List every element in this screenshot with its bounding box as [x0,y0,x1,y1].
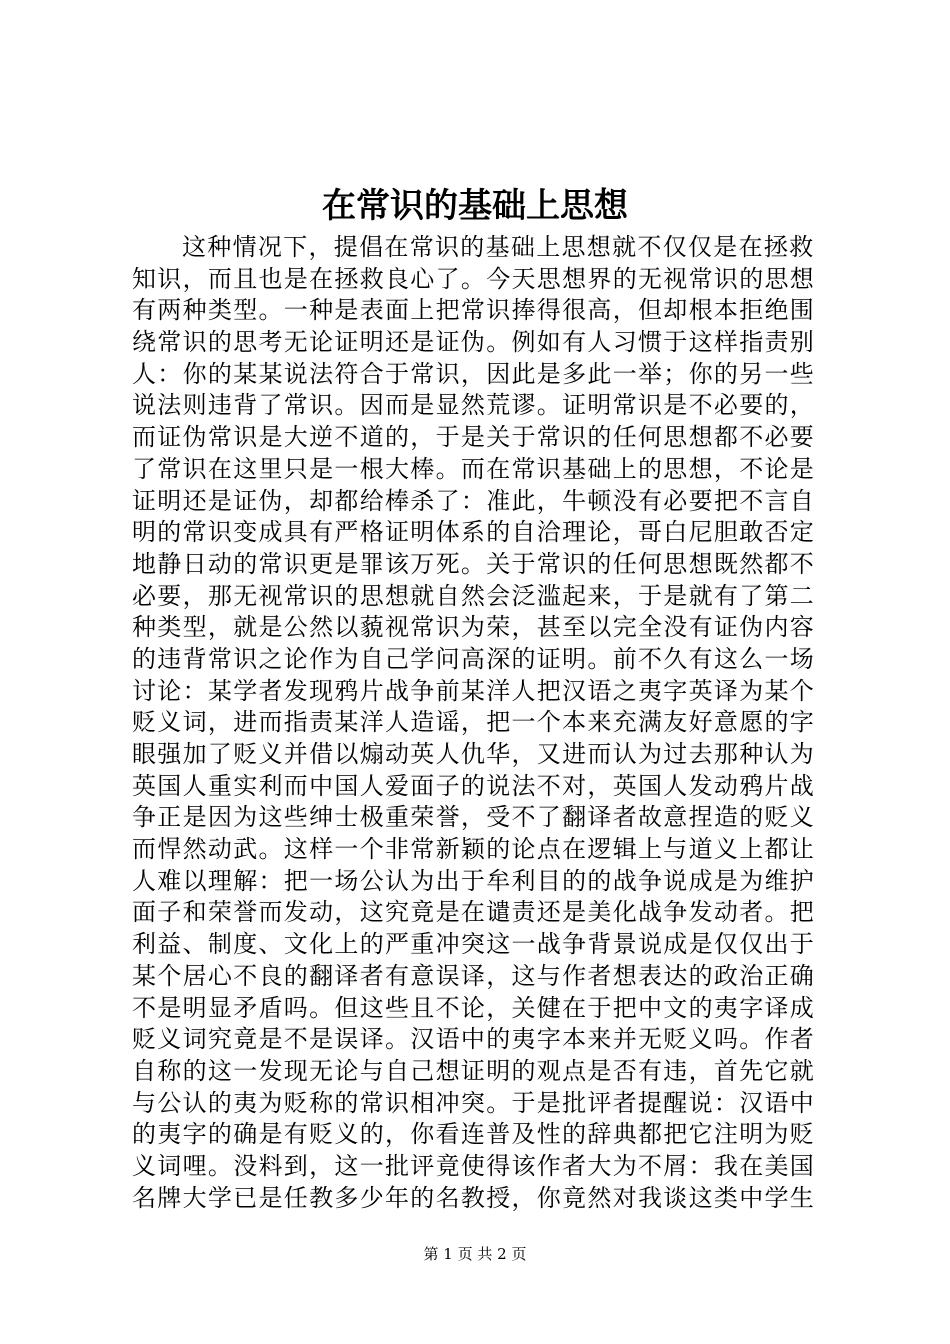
body-line: 明的常识变成具有严格证明体系的自洽理论，哥白尼胆敢否定 [132,518,816,547]
page-number-footer: 第 1 页 共 2 页 [423,1245,527,1263]
body-line: 有两种类型。一种是表面上把常识捧得很高，但却根本拒绝围 [132,296,816,325]
body-line: 利益、制度、文化上的严重冲突这一战争背景说成是仅仅出于 [132,930,816,959]
body-line: 贬义词究竟是不是误译。汉语中的夷字本来并无贬义吗。作者 [132,1025,816,1054]
body-line: 的违背常识之论作为自己学问高深的证明。前不久有这么一场 [132,644,816,673]
body-line: 知识，而且也是在拯救良心了。今天思想界的无视常识的思想 [132,264,816,293]
body-line: 人难以理解：把一场公认为出于牟利目的的战争说成是为维护 [132,866,816,895]
body-line: 名牌大学已是任教多少年的名教授，你竟然对我谈这类中学生 [132,1183,816,1212]
body-line: 而悍然动武。这样一个非常新颖的论点在逻辑上与道义上都让 [132,835,816,864]
body-line: 而证伪常识是大逆不道的，于是关于常识的任何思想都不必要 [132,423,816,452]
document-title: 在常识的基础上思想 [322,186,628,226]
document-body [132,232,832,1214]
body-line: 自称的这一发现无论与自己想证明的观点是否有违，首先它就 [132,1056,816,1085]
body-line: 与公认的夷为贬称的常识相冲突。于是批评者提醒说：汉语中 [132,1088,816,1117]
body-line: 必要，那无视常识的思想就自然会泛滥起来，于是就有了第二 [132,581,816,610]
body-line: 证明还是证伪，却都给棒杀了：准此，牛顿没有必要把不言自 [132,486,816,515]
body-line: 面子和荣誉而发动，这究竟是在谴责还是美化战争发动者。把 [132,898,816,927]
body-line: 贬义词，进而指责某洋人造谣，把一个本来充满友好意愿的字 [132,708,816,737]
body-line: 说法则违背了常识。因而是显然荒谬。证明常识是不必要的， [132,391,816,420]
body-line: 了常识在这里只是一根大棒。而在常识基础上的思想，不论是 [132,454,816,483]
body-line: 的夷字的确是有贬义的，你看连普及性的辞典都把它注明为贬 [132,1120,816,1149]
body-line: 不是明显矛盾吗。但这些且不论，关健在于把中文的夷字译成 [132,993,816,1022]
body-line: 某个居心不良的翻译者有意误译，这与作者想表达的政治正确 [132,961,816,990]
body-line: 义词哩。没料到，这一批评竟使得该作者大为不屑：我在美国 [132,1151,816,1180]
body-line: 绕常识的思考无论证明还是证伪。例如有人习惯于这样指责别 [132,328,816,357]
body-line: 人：你的某某说法符合于常识，因此是多此一举；你的另一些 [132,359,816,388]
body-line: 争正是因为这些绅士极重荣誉，受不了翻译者故意捏造的贬义 [132,803,816,832]
body-line: 种类型，就是公然以藐视常识为荣，甚至以完全没有证伪内容 [132,613,816,642]
body-line: 英国人重实利而中国人爱面子的说法不对，英国人发动鸦片战 [132,771,816,800]
body-line: 讨论：某学者发现鸦片战争前某洋人把汉语之夷字英译为某个 [132,676,816,705]
body-line: 眼强加了贬义并借以煽动英人仇华，又进而认为过去那种认为 [132,740,816,768]
body-line: 这种情况下，提倡在常识的基础上思想就不仅仅是在拯救 [182,233,815,261]
body-line: 地静日动的常识更是罪该万死。关于常识的任何思想既然都不 [132,549,816,578]
